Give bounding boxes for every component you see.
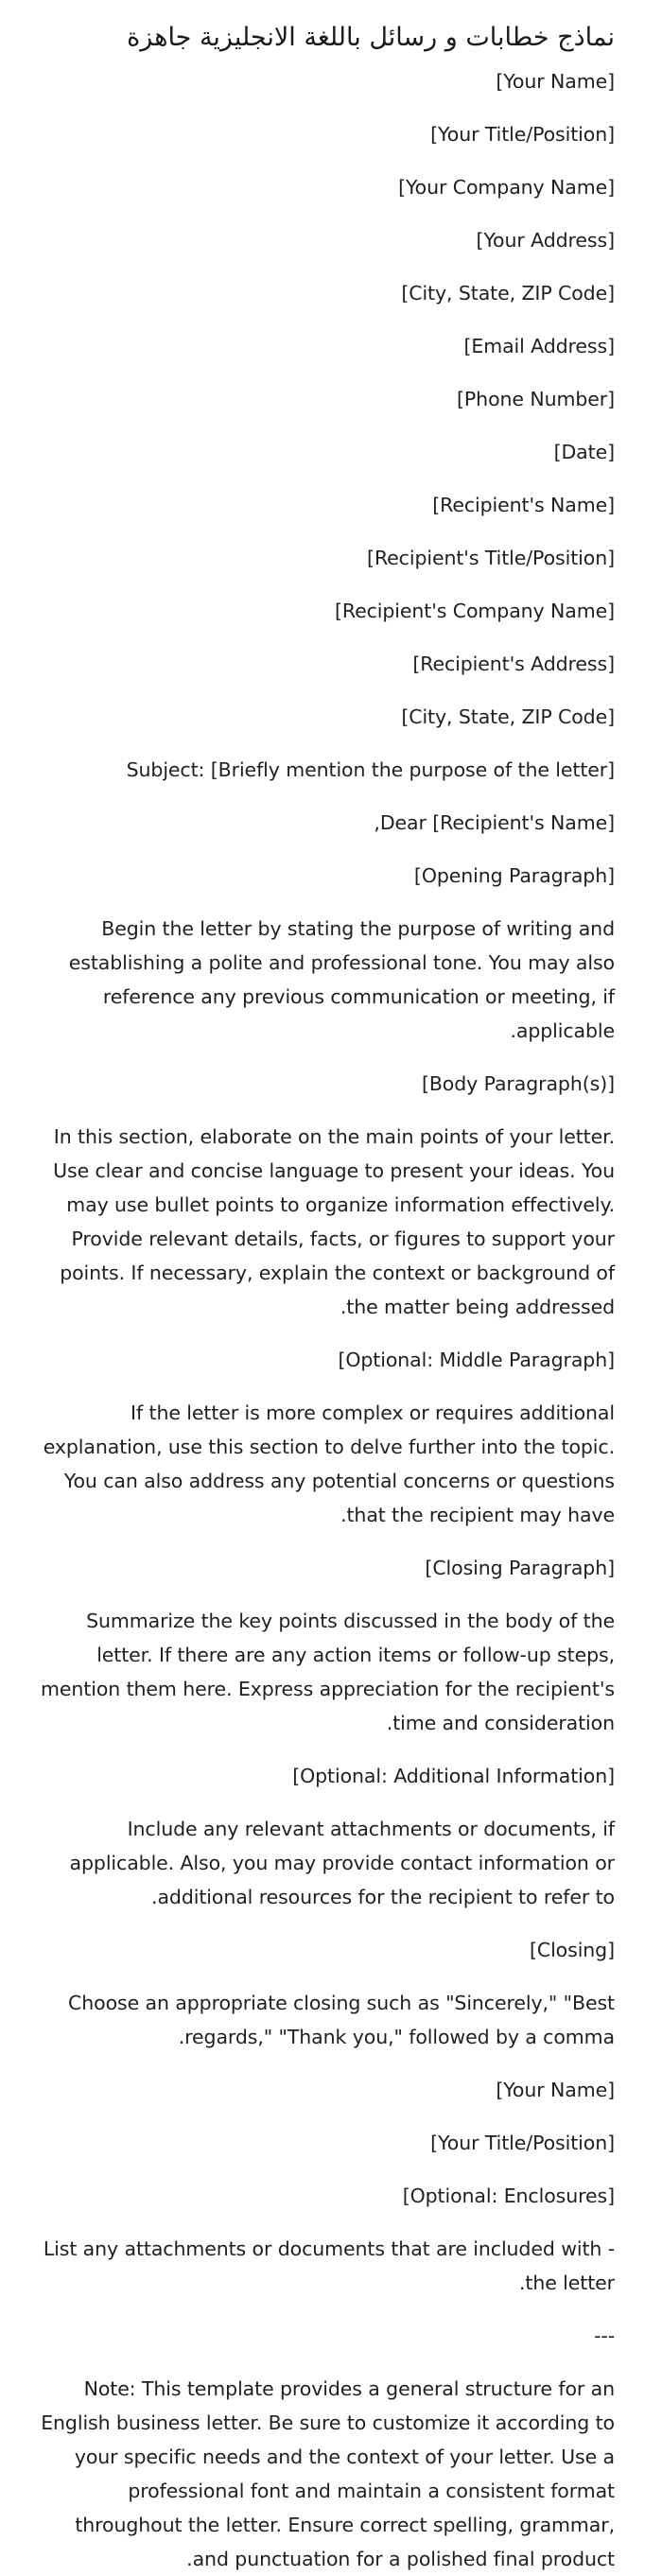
paragraph: Choose an appropriate closing such as "Sincerely," "Best regards," "Thank you," followed by a comma. <box>68 1992 615 2048</box>
paragraph: [Optional: Middle Paragraph] <box>338 1349 615 1371</box>
paragraph: [Your Name] <box>496 70 615 93</box>
paragraph: [City, State, ZIP Code] <box>401 705 615 728</box>
paragraph: [Closing Paragraph] <box>425 1557 615 1579</box>
paragraph: In this section, elaborate on the main points of your letter. Use clear and concise language to present your ideas. You may use bullet points to organize information effectively. Provide relevant details, facts, or figures to support your points. If necessary, explain the context or background of the matter being addressed. <box>53 1125 615 1318</box>
paragraph: [Opening Paragraph] <box>413 864 615 887</box>
paragraph: - List any attachments or documents that are included with the letter. <box>43 2237 615 2294</box>
paragraph: [Recipient's Company Name] <box>334 600 615 622</box>
paragraph: Subject: [Briefly mention the purpose of the letter] <box>126 758 615 781</box>
paragraph: [Date] <box>553 441 615 463</box>
paragraph: Note: This template provides a general structure for an English business letter. Be sure to customize it according to your specific needs and the context of your letter. Use a professional font and maintain a consistent format throughout the letter. Ensure correct spelling, grammar, and punctuation for a polished final product. <box>41 2377 615 2570</box>
paragraph: Include any relevant attachments or documents, if applicable. Also, you may provide contact information or additional resources for the recipient to refer to. <box>69 1818 615 1908</box>
paragraph: [Optional: Additional Information] <box>292 1765 615 1787</box>
paragraph: [Recipient's Address] <box>412 653 615 675</box>
paragraph: [Recipient's Title/Position] <box>367 547 615 569</box>
paragraph: [Your Company Name] <box>398 176 615 199</box>
paragraph: [Your Name] <box>496 2079 615 2101</box>
paragraph: --- <box>594 2324 615 2347</box>
paragraph: Begin the letter by stating the purpose of writing and establishing a polite and professional tone. You may also reference any previous communication or meeting, if applicable. <box>68 917 615 1042</box>
paragraph: If the letter is more complex or requires additional explanation, use this section to delve further into the topic. You can also address any potential concerns or questions that the recipient may have. <box>43 1401 615 1526</box>
paragraph: [Email Address] <box>463 335 615 357</box>
paragraph: [Body Paragraph(s)] <box>421 1072 615 1095</box>
paragraph: [City, State, ZIP Code] <box>401 282 615 305</box>
paragraph: [Your Title/Position] <box>430 123 615 146</box>
paragraph: [Your Title/Position] <box>430 2132 615 2154</box>
paragraph: Summarize the key points discussed in the body of the letter. If there are any action items or follow-up steps, mention them here. Express appreciation for the recipient's time and consideration. <box>41 1610 615 1734</box>
article-title: نماذج خطابات و رسائل باللغة الانجليزية جاهزة <box>127 23 615 52</box>
article-body <box>34 64 615 2576</box>
paragraph: [Phone Number] <box>457 388 615 410</box>
paragraph: [Recipient's Name] <box>432 494 615 516</box>
paragraph: [Closing] <box>529 1939 615 1961</box>
paragraph: Dear [Recipient's Name], <box>374 811 615 834</box>
paragraph: [Optional: Enclosures] <box>402 2184 615 2207</box>
paragraph: [Your Address] <box>476 229 615 252</box>
